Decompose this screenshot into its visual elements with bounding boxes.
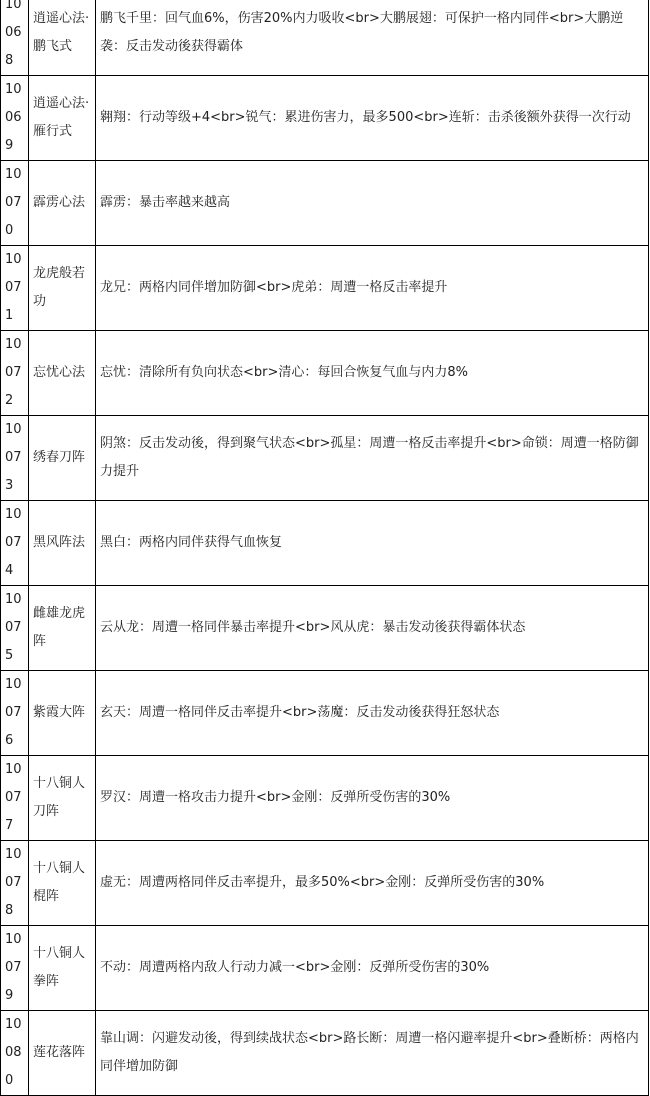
- skill-id: 10076: [1, 671, 29, 756]
- skill-name: 十八铜人刀阵: [29, 756, 96, 841]
- skill-id: 10068: [1, 0, 29, 76]
- table-row: [1, 671, 649, 756]
- skill-id: 10078: [1, 841, 29, 926]
- skill-id: 10079: [1, 926, 29, 1011]
- skill-id: 10075: [1, 586, 29, 671]
- table-row: [1, 756, 649, 841]
- skill-effect: 鹏飞千里：回气血6%，伤害20%内力吸收<br>大鹏展翅：可保护一格内同伴<br>大鹏逆袭：反击发动後获得霸体: [96, 0, 649, 76]
- skill-effect: 龙兄：两格内同伴增加防御<br>虎弟：周遭一格反击率提升: [96, 246, 649, 331]
- skill-name: 十八铜人棍阵: [29, 841, 96, 926]
- skill-effect: 忘忧：清除所有负向状态<br>清心：每回合恢复气血与内力8%: [96, 331, 649, 416]
- skill-effect: 霹雳：暴击率越来越高: [96, 161, 649, 246]
- skill-effect: 罗汉：周遭一格攻击力提升<br>金刚：反弹所受伤害的30%: [96, 756, 649, 841]
- skill-id: 10071: [1, 246, 29, 331]
- skill-name: 逍遥心法·鹏飞式: [29, 0, 96, 76]
- table-row: [1, 501, 649, 586]
- skill-name: 龙虎般若功: [29, 246, 96, 331]
- skill-id: 10072: [1, 331, 29, 416]
- skill-name: 雌雄龙虎阵: [29, 586, 96, 671]
- skill-id: 10074: [1, 501, 29, 586]
- skill-name: 黑风阵法: [29, 501, 96, 586]
- skill-effect: 翱翔：行动等级+4<br>锐气：累进伤害力，最多500<br>连斩：击杀後额外获得一次行动: [96, 76, 649, 161]
- skill-effect: 玄天：周遭一格同伴反击率提升<br>荡魔：反击发动後获得狂怒状态: [96, 671, 649, 756]
- table-row: [1, 0, 649, 76]
- skill-id: 10070: [1, 161, 29, 246]
- skill-id: 10073: [1, 416, 29, 501]
- skill-name: 绣春刀阵: [29, 416, 96, 501]
- skill-effect: 云从龙：周遭一格同伴暴击率提升<br>风从虎：暴击发动後获得霸体状态: [96, 586, 649, 671]
- skill-id: 10077: [1, 756, 29, 841]
- skill-name: 紫霞大阵: [29, 671, 96, 756]
- skill-effect: 阴煞：反击发动後，得到聚气状态<br>孤星：周遭一格反击率提升<br>命锁：周遭一格防御力提升: [96, 416, 649, 501]
- table-row: [1, 331, 649, 416]
- skill-id: 10069: [1, 76, 29, 161]
- table-row: [1, 841, 649, 926]
- table-row: [1, 1011, 649, 1096]
- skill-name: 忘忧心法: [29, 331, 96, 416]
- skill-name: 逍遥心法·雁行式: [29, 76, 96, 161]
- table-row: [1, 161, 649, 246]
- skill-name: 十八铜人拳阵: [29, 926, 96, 1011]
- skill-name: 霹雳心法: [29, 161, 96, 246]
- skill-effect: 虚无：周遭两格同伴反击率提升，最多50%<br>金刚：反弹所受伤害的30%: [96, 841, 649, 926]
- skill-name: 莲花落阵: [29, 1011, 96, 1096]
- table-row: [1, 586, 649, 671]
- skill-effect: 黑白：两格内同伴获得气血恢复: [96, 501, 649, 586]
- skill-effect: 靠山调：闪避发动後，得到续战状态<br>路长断：周遭一格闪避率提升<br>叠断桥：两格内同伴增加防御: [96, 1011, 649, 1096]
- skill-id: 10080: [1, 1011, 29, 1096]
- table-row: [1, 926, 649, 1011]
- table-row: [1, 246, 649, 331]
- table-row: [1, 416, 649, 501]
- table-row: [1, 76, 649, 161]
- skill-effect: 不动：周遭两格内敌人行动力减一<br>金刚：反弹所受伤害的30%: [96, 926, 649, 1011]
